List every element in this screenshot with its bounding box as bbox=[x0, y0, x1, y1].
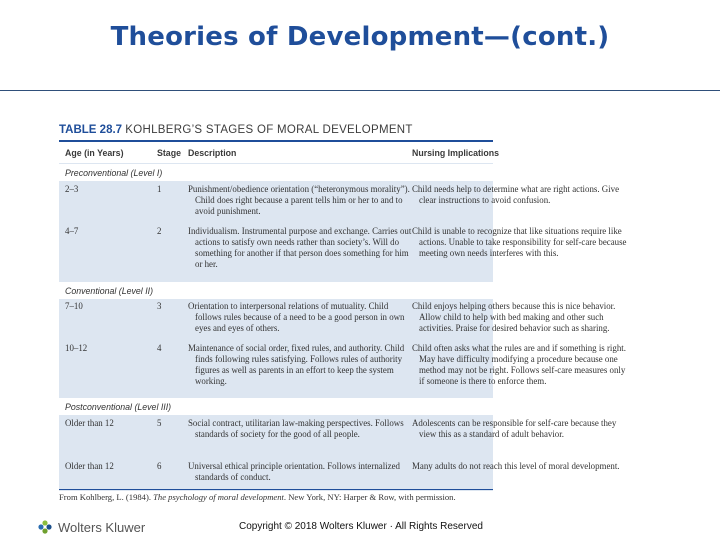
cell-nursing: Child is unable to recognize that like situations require like actions. Unable to take responsibility for self-care because meeting own needs interferes with this. bbox=[412, 226, 627, 258]
wolters-kluwer-logo bbox=[36, 518, 145, 536]
cell-description: Universal ethical principle orientation. Follows internalized standards of conduct. bbox=[188, 461, 400, 482]
level-heading-preconventional bbox=[59, 164, 493, 181]
source-book-title: The psychology of moral development bbox=[153, 492, 284, 502]
cell-nursing: Child often asks what the rules are and if something is right. May have difficulty modifying a procedure because one method may not be right. Follows self-care measures only if someone is there to enforce them. bbox=[412, 343, 626, 386]
cell-description: Punishment/obedience orientation (“heteronymous morality”). Child does right because a parent tells him or her to and to avoid punishment. bbox=[188, 184, 410, 216]
header-stage: Stage bbox=[157, 148, 181, 158]
cell-age: 2–3 bbox=[65, 184, 79, 194]
cell-nursing: Child needs help to determine what are right actions. Give clear instructions to avoid confusion. bbox=[412, 184, 620, 205]
cell-description: Individualism. Instrumental purpose and exchange. Carries out actions to satisfy own needs rather than society’s. Will do something for another if that person does something for him or her. bbox=[188, 226, 412, 269]
cell-age: 10–12 bbox=[65, 343, 88, 353]
level-heading-conventional bbox=[59, 282, 493, 299]
table-header-row bbox=[59, 142, 500, 163]
cell-nursing: Many adults do not reach this level of moral development. bbox=[412, 461, 620, 471]
cell-age: Older than 12 bbox=[65, 461, 114, 471]
level-heading-postconventional bbox=[59, 398, 493, 415]
cell-nursing: Child enjoys helping others because this is nice behavior. Allow child to help with bed making and other such activities. Praise for desired behavior such as sharing. bbox=[412, 301, 616, 333]
copyright-notice: Copyright © 2018 Wolters Kluwer · All Rights Reserved bbox=[239, 521, 483, 532]
table-caption bbox=[59, 124, 413, 136]
header-age: Age (in Years) bbox=[65, 148, 124, 158]
cell-description: Orientation to interpersonal relations of mutuality. Child follows rules because of a need to be a good person in own eyes and eyes of others. bbox=[188, 301, 405, 333]
header-nursing-implications: Nursing Implications bbox=[412, 148, 500, 158]
source-suffix: . New York, NY: Harper & Row, with permission. bbox=[283, 492, 456, 502]
table-number: TABLE 28.7 bbox=[59, 124, 123, 136]
cell-nursing: Adolescents can be responsible for self-care because they view this as a standard of adult behavior. bbox=[412, 418, 617, 439]
cell-description: Social contract, utilitarian law-making perspectives. Follows standards of society for the good of all people. bbox=[188, 418, 404, 439]
source-prefix: From Kohlberg, L. (1984). bbox=[59, 492, 154, 502]
cell-age: 7–10 bbox=[65, 301, 83, 311]
table-bottom-rule bbox=[59, 489, 493, 490]
cell-age: 4–7 bbox=[65, 226, 79, 236]
cell-stage: 4 bbox=[157, 343, 162, 353]
cell-stage: 5 bbox=[157, 418, 162, 428]
level-label: Preconventional (Level I) bbox=[65, 168, 163, 178]
level-label: Conventional (Level II) bbox=[65, 286, 154, 296]
slide-title: Theories of Development—(cont.) bbox=[110, 22, 610, 52]
wolters-kluwer-logo-icon bbox=[36, 518, 54, 536]
cell-age: Older than 12 bbox=[65, 418, 114, 428]
header-description: Description bbox=[188, 148, 237, 158]
cell-stage: 2 bbox=[157, 226, 162, 236]
table-title: KOHLBERG’S STAGES OF MORAL DEVELOPMENT bbox=[125, 124, 413, 136]
cell-stage: 3 bbox=[157, 301, 162, 311]
cell-stage: 6 bbox=[157, 461, 162, 471]
title-divider bbox=[0, 90, 720, 91]
cell-stage: 1 bbox=[157, 184, 162, 194]
table-source-note bbox=[59, 492, 456, 502]
kohlberg-table bbox=[59, 140, 627, 491]
cell-description: Maintenance of social order, fixed rules, and authority. Child finds following rules satisfying. Follows rules of authority figures as well as parents in an effort to keep the system working. bbox=[188, 343, 405, 386]
brand-name: Wolters Kluwer bbox=[58, 519, 146, 535]
level-label: Postconventional (Level III) bbox=[65, 402, 172, 412]
